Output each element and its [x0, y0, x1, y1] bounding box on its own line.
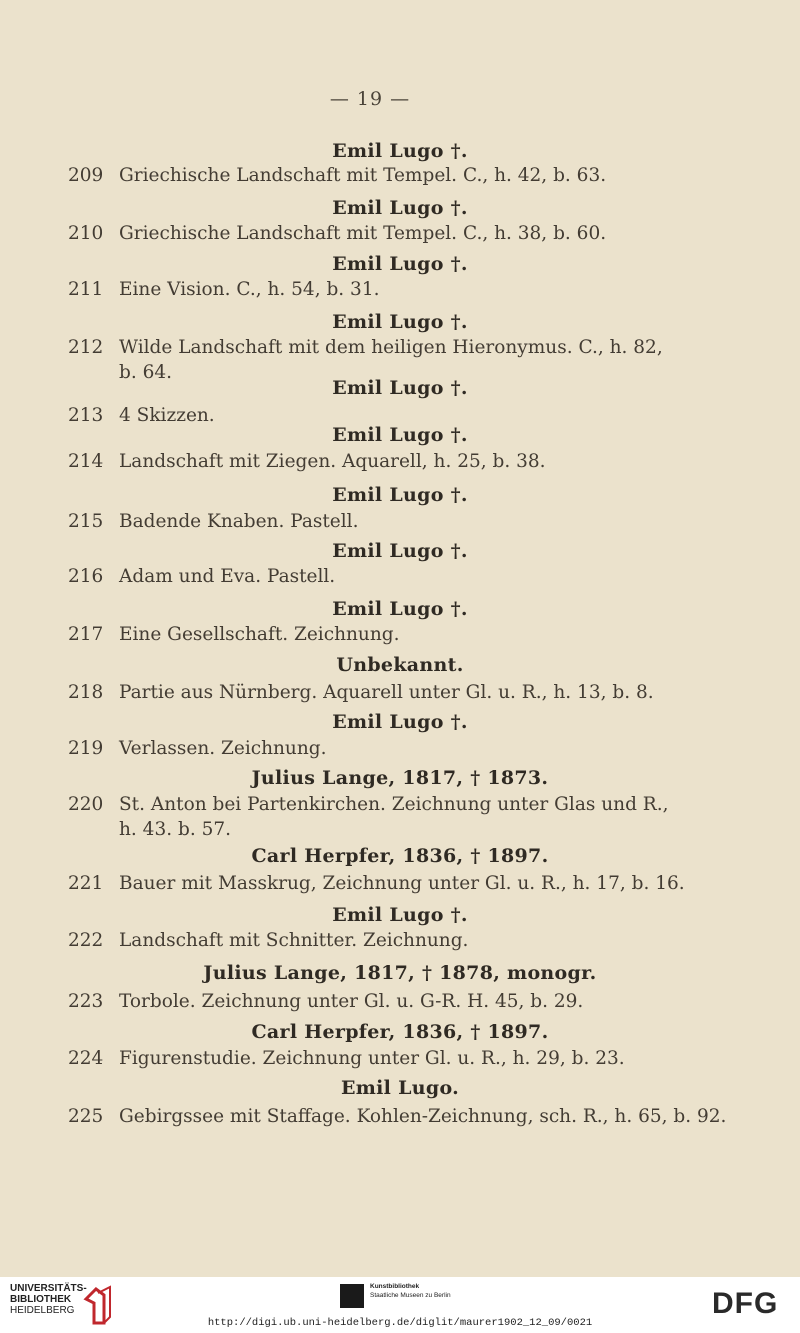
artist-heading: Emil Lugo †. [332, 140, 468, 162]
artist-heading: Carl Herpfer, 1836, † 1897. [251, 1021, 549, 1043]
artist-heading: Julius Lange, 1817, † 1873. [251, 767, 549, 789]
entry-text: Partie aus Nürnberg. Aquarell unter Gl. u. R., h. 13, b. 8. [119, 682, 654, 703]
entry-text: Torbole. Zeichnung unter Gl. u. G-R. H. 45, b. 29. [119, 991, 584, 1012]
library-name: UNIVERSITÄTS- BIBLIOTHEK HEIDELBERG [10, 1283, 87, 1316]
entry-text: Bauer mit Masskrug, Zeichnung unter Gl. u. R., h. 17, b. 16. [119, 873, 685, 894]
entry-text-continuation: h. 43. b. 57. [119, 819, 232, 840]
artist-heading: Emil Lugo †. [332, 540, 468, 562]
entry-number: 211 [68, 279, 104, 300]
artist-heading: Emil Lugo †. [332, 311, 468, 333]
entry-number: 214 [68, 451, 104, 472]
entry-number: 223 [68, 991, 104, 1012]
entry-text: Landschaft mit Ziegen. Aquarell, h. 25, b. 38. [119, 451, 546, 472]
entry-text: Verlassen. Zeichnung. [119, 738, 327, 759]
entry-text: Adam und Eva. Pastell. [119, 566, 336, 587]
page-url[interactable]: http://digi.ub.uni-heidelberg.de/diglit/maurer1902_12_09/0021 [207, 1317, 593, 1329]
kunstbibliothek-logo[interactable] [340, 1282, 480, 1312]
entry-number: 215 [68, 511, 104, 532]
entry-text: Griechische Landschaft mit Tempel. C., h. 38, b. 60. [119, 223, 607, 244]
entry-text: Griechische Landschaft mit Tempel. C., h. 42, b. 63. [119, 165, 607, 186]
kunstbibliothek-square-icon [340, 1284, 364, 1308]
entry-text: Gebirgssee mit Staffage. Kohlen-Zeichnung, sch. R., h. 65, b. 92. [119, 1106, 727, 1127]
entry-text-continuation: b. 64. [119, 362, 173, 383]
artist-heading: Carl Herpfer, 1836, † 1897. [251, 845, 549, 867]
entry-number: 225 [68, 1106, 104, 1127]
entry-number: 209 [68, 165, 104, 186]
entry-number: 219 [68, 738, 104, 759]
entry-number: 222 [68, 930, 104, 951]
artist-heading: Emil Lugo †. [332, 424, 468, 446]
entry-number: 218 [68, 682, 104, 703]
entry-text: Landschaft mit Schnitter. Zeichnung. [119, 930, 469, 951]
artist-heading: Emil Lugo †. [332, 598, 468, 620]
kunstbibliothek-name: Kunstbibliothek Staatliche Museen zu Berlin [370, 1283, 451, 1299]
entry-text: Wilde Landschaft mit dem heiligen Hieronymus. C., h. 82, [119, 337, 663, 358]
entry-number: 224 [68, 1048, 104, 1069]
entry-text: Badende Knaben. Pastell. [119, 511, 359, 532]
artist-heading: Emil Lugo †. [332, 377, 468, 399]
artist-heading: Emil Lugo †. [332, 711, 468, 733]
entry-number: 220 [68, 794, 104, 815]
artist-heading: Julius Lange, 1817, † 1878, monogr. [203, 962, 597, 984]
entry-text: St. Anton bei Partenkirchen. Zeichnung unter Glas und R., [119, 794, 669, 815]
entry-text: Figurenstudie. Zeichnung unter Gl. u. R., h. 29, b. 23. [119, 1048, 625, 1069]
dfg-logo[interactable]: DFG [712, 1287, 779, 1320]
entry-number: 213 [68, 405, 104, 426]
entry-number: 221 [68, 873, 104, 894]
artist-heading: Emil Lugo †. [332, 253, 468, 275]
digitization-footer [0, 1277, 800, 1333]
entry-number: 216 [68, 566, 104, 587]
artist-heading: Emil Lugo. [340, 1077, 460, 1099]
page-number: — 19 — [329, 88, 411, 110]
artist-heading: Emil Lugo †. [332, 484, 468, 506]
artist-heading: Emil Lugo †. [332, 197, 468, 219]
entry-number: 217 [68, 624, 104, 645]
artist-heading: Unbekannt. [336, 654, 464, 676]
entry-number: 210 [68, 223, 104, 244]
entry-text: 4 Skizzen. [119, 405, 215, 426]
entry-number: 212 [68, 337, 104, 358]
entry-text: Eine Vision. C., h. 54, b. 31. [119, 279, 380, 300]
entry-text: Eine Gesellschaft. Zeichnung. [119, 624, 400, 645]
artist-heading: Emil Lugo †. [332, 904, 468, 926]
